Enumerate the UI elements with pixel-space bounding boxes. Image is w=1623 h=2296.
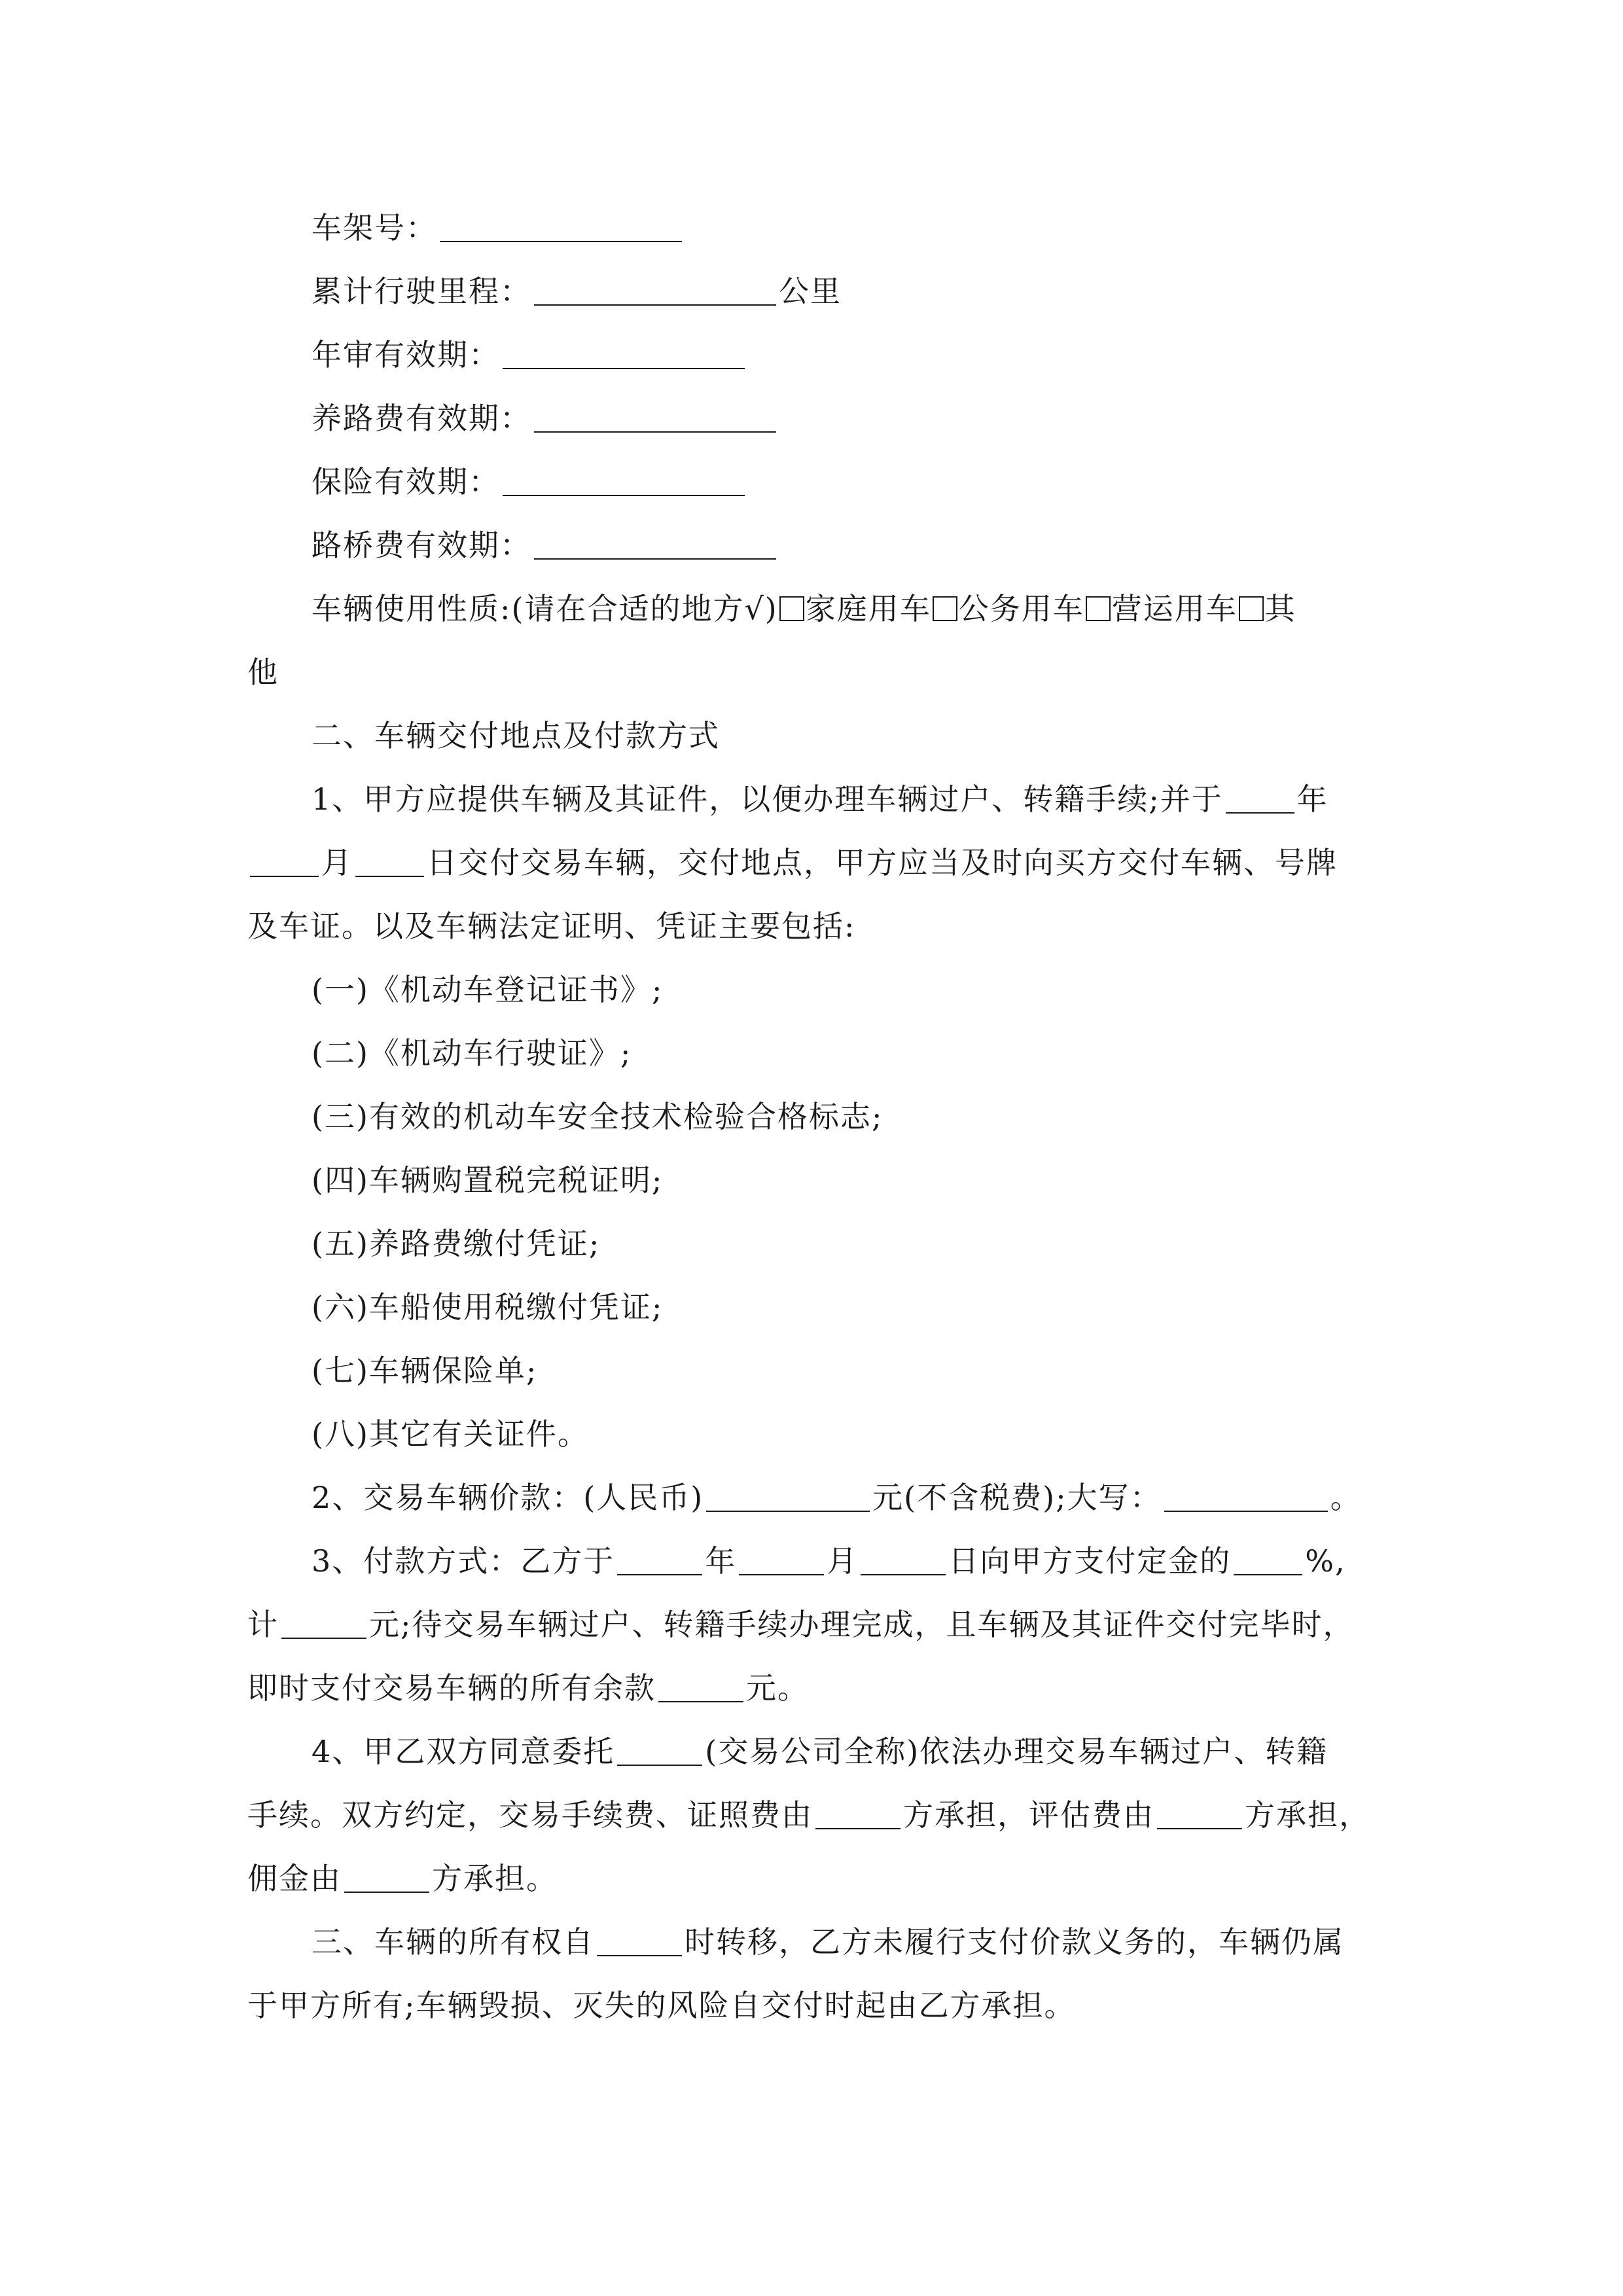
deposit-year-blank[interactable] [617,1545,702,1575]
para4-line2 [247,1795,1393,1835]
doc-item-1: (一)《机动车登记证书》; [312,972,664,1007]
delivery-year-blank[interactable] [1226,783,1294,814]
section3-text-b: 时转移，乙方未履行支付价款义务的，车辆仍属 [685,1924,1344,1960]
para4-text-f: 佣金由 [247,1861,342,1896]
para1-line3: 及车证。以及车辆法定证明、凭证主要包括: [247,908,856,944]
usage-label: 车辆使用性质:(请在合适的地方√) [312,591,778,626]
para3-text-a: 3、付款方式：乙方于 [312,1543,615,1579]
doc-item-4: (四)车辆购置税完税证明; [312,1162,664,1198]
para4-text-a: 4、甲乙双方同意委托 [312,1734,615,1769]
road-fee-line [312,399,1457,438]
section3-line1 [312,1922,1457,1962]
frame-number-label: 车架号： [312,210,437,245]
deposit-percent-blank[interactable] [1234,1545,1302,1575]
road-fee-label: 养路费有效期： [312,401,531,436]
insurance-label: 保险有效期： [312,464,500,499]
bridge-fee-label: 路桥费有效期： [312,528,531,563]
delivery-day-blank[interactable] [355,847,424,877]
ownership-transfer-blank[interactable] [597,1926,682,1956]
price-words-blank[interactable] [1164,1482,1328,1512]
para2-text-a: 2、交易车辆价款：(人民币) [312,1480,704,1515]
para4-text-c: 手续。双方约定，交易手续费、证照费由 [247,1797,813,1833]
para2-text-c: 。 [1330,1480,1362,1515]
deposit-amount-blank[interactable] [281,1609,366,1639]
section3-line2: 于甲方所有;车辆毁损、灭失的风险自交付时起由乙方承担。 [247,1988,1076,2023]
price-amount-blank[interactable] [706,1482,870,1512]
para1-line2 [247,843,1393,882]
agent-company-blank[interactable] [617,1736,702,1766]
para3-text-c: 计 [247,1607,279,1642]
deposit-month-blank[interactable] [739,1545,824,1575]
doc-item-6: (六)车船使用税缴付凭证; [312,1289,664,1325]
fee-party-blank[interactable] [815,1799,901,1829]
doc-item-8: (八)其它有关证件。 [312,1416,589,1452]
month-label: 月 [321,845,353,880]
para4-text-g: 方承担。 [432,1861,558,1896]
para3-text-b: 日向甲方支付定金的 [948,1543,1232,1579]
mileage-blank[interactable] [534,276,776,306]
para4-text-d: 方承担，评估费由 [903,1797,1154,1833]
annual-review-blank[interactable] [503,339,745,369]
para1-text-a: 1、甲方应提供车辆及其证件，以便办理车辆过户、转籍手续;并于 [312,781,1223,817]
annual-review-line [312,335,1457,374]
doc-item-5: (五)养路费缴付凭证; [312,1226,601,1261]
delivery-month-blank[interactable] [250,847,319,877]
balance-amount-blank[interactable] [658,1672,743,1702]
para1-text-b: 日交付交易车辆，交付地点，甲方应当及时向买方交付车辆、号牌 [427,845,1338,880]
para3-year-label: 年 [705,1543,737,1579]
usage-checkbox-official[interactable] [933,596,957,621]
para3-line2 [247,1605,1393,1644]
para3-line3 [247,1668,1393,1708]
insurance-blank[interactable] [503,466,745,496]
doc-item-3: (三)有效的机动车安全技术检验合格标志; [312,1099,883,1134]
para3-line1 [312,1541,1457,1581]
doc-item-2: (二)《机动车行驶证》; [312,1035,632,1071]
frame-number-blank[interactable] [440,212,682,242]
usage-checkbox-other[interactable] [1239,596,1264,621]
para2-line [312,1478,1457,1517]
usage-checkbox-commercial[interactable] [1086,596,1111,621]
bridge-fee-blank[interactable] [534,529,776,560]
year-label: 年 [1296,781,1329,817]
usage-option-family: 家庭用车 [805,591,931,626]
percent-sign: %, [1305,1543,1346,1579]
bridge-fee-line [312,526,1457,565]
section3-text-a: 三、车辆的所有权自 [312,1924,594,1960]
usage-line-cont [247,653,1393,692]
para1-line1 [312,780,1457,819]
insurance-line [312,462,1457,501]
para3-text-e: 即时支付交易车辆的所有余款 [247,1670,656,1706]
annual-review-label: 年审有效期： [312,337,500,372]
mileage-unit: 公里 [779,274,842,309]
para3-text-f: 元。 [746,1670,809,1706]
appraisal-party-blank[interactable] [1157,1799,1242,1829]
deposit-day-blank[interactable] [861,1545,946,1575]
usage-option-official: 公务用车 [958,591,1084,626]
mileage-line [312,272,1457,311]
usage-line [312,589,1457,628]
para4-text-b: (交易公司全称)依法办理交易车辆过户、转籍 [705,1734,1329,1769]
para3-text-d: 元;待交易车辆过户、转籍手续办理完成，且车辆及其证件交付完毕时， [369,1607,1355,1642]
para4-line1 [312,1732,1457,1771]
doc-item-7: (七)车辆保险单; [312,1353,538,1388]
para3-month-label: 月 [827,1543,859,1579]
frame-number-line [312,208,1457,247]
para2-text-b: 元(不含税费);大写： [872,1480,1162,1515]
mileage-label: 累计行驶里程： [312,274,531,309]
section2-title: 二、车辆交付地点及付款方式 [312,718,720,753]
road-fee-blank[interactable] [534,403,776,433]
usage-checkbox-family[interactable] [779,596,804,621]
commission-party-blank[interactable] [344,1863,429,1893]
usage-option-commercial: 营运用车 [1111,591,1238,626]
para4-line3 [247,1859,1393,1898]
usage-option-other: 其 [1264,591,1296,626]
usage-option-other-cont: 他 [247,655,279,690]
para4-text-e: 方承担， [1245,1797,1370,1833]
